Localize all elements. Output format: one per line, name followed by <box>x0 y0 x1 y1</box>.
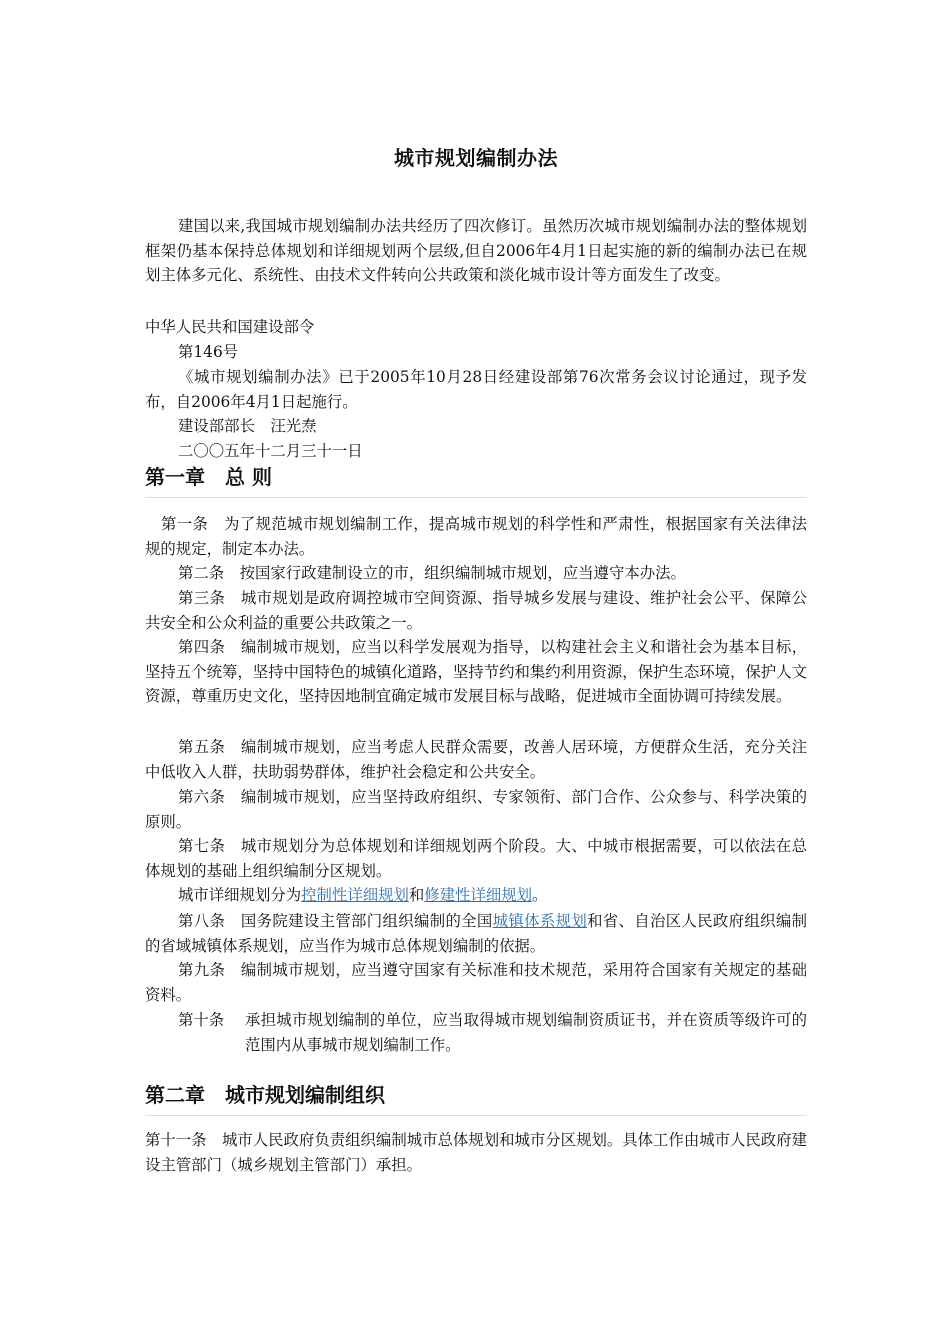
article-7-detail-conj: 和 <box>408 886 425 904</box>
decree-issuer: 中华人民共和国建设部令 <box>145 318 315 336</box>
article-8 <box>145 909 807 958</box>
decree-number: 第146号 <box>178 343 239 361</box>
article-11: 第十一条 城市人民政府负责组织编制城市总体规划和城市分区规划。具体工作由城市人民政府建设主管部门（城乡规划主管部门）承担。 <box>145 1131 807 1174</box>
link-urban-system-plan[interactable]: 城镇体系规划 <box>492 912 588 930</box>
article-7-detail-end: 。 <box>532 886 548 904</box>
article-1: 第一条 为了规范城市规划编制工作，提高城市规划的科学性和严肃性，根据国家有关法律法规的规定，制定本办法。 <box>145 515 807 558</box>
article-8-text-b: 和省、自治区人民政府组织编制的省域城镇体系规划，应当作为城市总体规划编制的依据。 <box>145 912 807 955</box>
article-2: 第二条 按国家行政建制设立的市，组织编制城市规划，应当遵守本办法。 <box>178 564 686 582</box>
article-5: 第五条 编制城市规划，应当考虑人民群众需要，改善人居环境，方便群众生活，充分关注中低收入人群，扶助弱势群体，维护社会稳定和公共安全。 <box>145 738 807 781</box>
article-10 <box>178 1008 807 1057</box>
decree-date: 二〇〇五年十二月三十一日 <box>178 442 363 460</box>
article-8-text-a: 第八条 国务院建设主管部门组织编制的全国 <box>178 912 493 930</box>
link-constructive-detailed-plan[interactable]: 修建性详细规划 <box>424 886 533 904</box>
chapter-2-heading: 第二章 城市规划编制组织 <box>145 1081 807 1116</box>
link-regulatory-detailed-plan[interactable]: 控制性详细规划 <box>301 886 409 904</box>
article-7: 第七条 城市规划分为总体规划和详细规划两个阶段。大、中城市根据需要，可以依法在总体规划的基础上组织编制分区规划。 <box>145 837 807 880</box>
intro-paragraph: 建国以来,我国城市规划编制办法共经历了四次修订。虽然历次城市规划编制办法的整体规划框架仍基本保持总体规划和详细规划两个层级,但自2006年4月1日起实施的新的编制办法已在规划主体多元化、系统性、由技术文件转向公共政策和淡化城市设计等方面发生了改变。 <box>145 217 807 285</box>
article-6: 第六条 编制城市规划，应当坚持政府组织、专家领衔、部门合作、公众参与、科学决策的原则。 <box>145 788 807 831</box>
chapter-1-heading: 第一章 总 则 <box>145 463 807 498</box>
article-4: 第四条 编制城市规划，应当以科学发展观为指导，以构建社会主义和谐社会为基本目标，坚持五个统筹，坚持中国特色的城镇化道路，坚持节约和集约利用资源，保护生态环境，保护人文资源，尊重历史文化，坚持因地制宜确定城市发展目标与战略，促进城市全面协调可持续发展。 <box>145 638 807 706</box>
decree-signatory: 建设部部长 汪光焘 <box>178 417 317 435</box>
article-10-label: 第十条 <box>178 1011 225 1029</box>
article-7-detail <box>145 883 807 908</box>
article-7-detail-text: 城市详细规划分为 <box>178 886 302 904</box>
decree-body: 《城市规划编制办法》已于2005年10月28日经建设部第76次常务会议讨论通过，现予发布，自2006年4月1日起施行。 <box>145 368 807 411</box>
article-10-text: 承担城市规划编制的单位，应当取得城市规划编制资质证书，并在资质等级许可的范围内从事城市规划编制工作。 <box>245 1011 807 1054</box>
document-title: 城市规划编制办法 <box>394 146 558 170</box>
article-3: 第三条 城市规划是政府调控城市空间资源、指导城乡发展与建设、维护社会公平、保障公共安全和公众利益的重要公共政策之一。 <box>145 589 807 632</box>
article-9: 第九条 编制城市规划，应当遵守国家有关标准和技术规范，采用符合国家有关规定的基础资料。 <box>145 961 807 1004</box>
